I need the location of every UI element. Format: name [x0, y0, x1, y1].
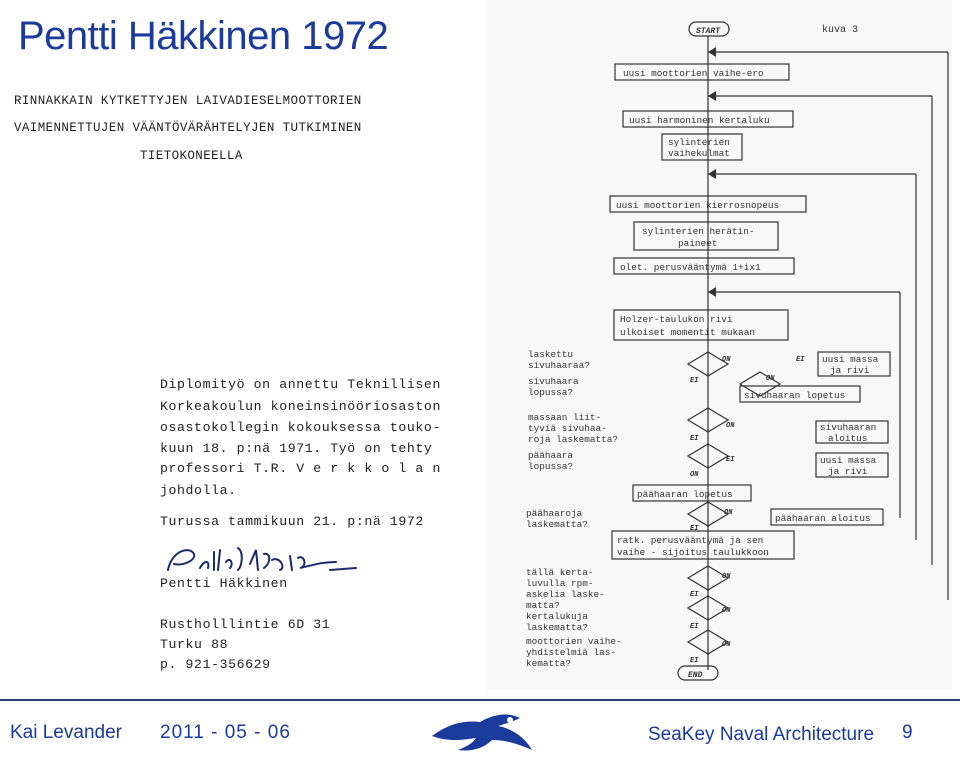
thesis-statement-line: kuun 18. p:nä 1971. Työ on tehty [160, 441, 433, 456]
thesis-statement-line: Korkeakoulun koneinsinööriosaston [160, 399, 441, 414]
question-text: lopussa? [528, 387, 574, 398]
question-text: matta? [526, 600, 560, 611]
thesis-statement-line: johdolla. [160, 483, 237, 498]
box-new-engine-phase: uusi moottorien vaihe-ero [623, 68, 764, 79]
box-new-mass: ja rivi [830, 365, 870, 376]
thesis-address-1: Rustholllintie 6D 31 [160, 617, 331, 632]
yes-label: ON [766, 375, 775, 383]
seakey-logo-icon [428, 706, 538, 760]
box-branch-start: aloitus [828, 433, 868, 444]
footer-date: 2011 - 05 - 06 [160, 722, 291, 743]
question-text: päähaara [528, 450, 574, 461]
thesis-place-date: Turussa tammikuun 21. p:nä 1972 [160, 514, 424, 529]
footer-company: SeaKey Naval Architecture [648, 724, 875, 745]
start-label: START [696, 27, 721, 36]
question-text: sivuhaara [528, 376, 579, 387]
thesis-phone: p. 921-356629 [160, 657, 271, 672]
box-solve-torque: vaihe - sijoitus taulukkoon [617, 547, 769, 558]
thesis-author: Pentti Häkkinen [160, 576, 288, 591]
no-label: EI [690, 435, 699, 443]
flowchart-scan [486, 0, 952, 690]
end-label: END [688, 671, 703, 680]
question-text: laskematta? [526, 519, 588, 530]
box-holzer-row: ulkoiset momentit mukaan [620, 327, 756, 338]
no-label: EI [726, 456, 735, 464]
box-cylinder-excitation: paineet [678, 238, 718, 249]
no-label: EI [690, 657, 699, 665]
yes-label: ON [690, 471, 699, 479]
yes-label: ON [722, 356, 731, 364]
thesis-header-line-1: RINNAKKAIN KYTKETTYJEN LAIVADIESELMOOTTORIEN [14, 94, 362, 108]
box-new-mass: uusi massa [822, 354, 879, 365]
no-label: EI [690, 525, 699, 533]
question-text: roja laskematta? [528, 434, 619, 445]
box-branch-start: sivuhaaran [820, 422, 877, 433]
no-label: EI [690, 623, 699, 631]
yes-label: ON [724, 509, 733, 517]
box-new-mass-row: ja rivi [828, 466, 868, 477]
thesis-header-line-2: VAIMENNETTUJEN VÄÄNTÖVÄRÄHTELYJEN TUTKIMINEN [14, 121, 362, 135]
question-text: laskematta? [526, 622, 588, 633]
box-new-mass-row: uusi massa [820, 455, 877, 466]
box-solve-torque: ratk. perusvääntymä ja sen [617, 535, 764, 546]
footer-author: Kai Levander [10, 722, 122, 743]
question-text: sivuhaaraa? [528, 360, 590, 371]
footer-rule [0, 699, 960, 701]
box-main-branch-end: päähaaran lopetus [637, 489, 733, 500]
box-cylinder-phase: sylinterien [668, 137, 730, 148]
question-text: luvulla rpm- [526, 578, 594, 589]
question-text: tyviä sivuhaa- [528, 423, 607, 434]
box-new-harmonic: uusi harmoninen kertaluku [629, 115, 770, 126]
question-text: massaan liit- [528, 412, 602, 423]
question-text: tällä kerta- [526, 567, 594, 578]
question-text: päähaaroja [526, 508, 583, 519]
question-text: yhdistelmiä las- [526, 647, 617, 658]
question-text: moottorien vaihe- [526, 636, 622, 647]
question-text: kertalukuja [526, 611, 588, 622]
box-holzer-row: Holzer-taulukon rivi [620, 314, 733, 325]
thesis-statement-line: osastokollegin kokouksessa touko- [160, 420, 441, 435]
slide-title: Pentti Häkkinen 1972 [18, 14, 389, 58]
figure-label: kuva 3 [822, 25, 859, 36]
question-text: lopussa? [528, 461, 574, 472]
yes-label: ON [726, 422, 735, 430]
box-assumed-torque: olet. perusvääntymä 1+ix1 [620, 262, 761, 273]
question-text: askelia laske- [526, 589, 605, 600]
thesis-header-line-3: TIETOKONEELLA [140, 149, 243, 163]
question-text: laskettu [528, 349, 574, 360]
no-label: EI [796, 356, 805, 364]
thesis-statement-line: Diplomityö on annettu Teknillisen [160, 377, 441, 392]
yes-label: ON [722, 607, 731, 615]
yes-label: ON [722, 573, 731, 581]
no-label: EI [690, 377, 699, 385]
no-label: EI [690, 591, 699, 599]
yes-label: ON [722, 641, 731, 649]
box-cylinder-excitation: sylinterien herätin- [642, 226, 755, 237]
thesis-statement-line: professori T.R. V e r k k o l a n [160, 461, 441, 476]
page-number: 9 [902, 722, 913, 743]
box-cylinder-phase: vaihekulmat [668, 148, 730, 159]
thesis-address-2: Turku 88 [160, 637, 229, 652]
box-new-engine-speed: uusi moottorien kierrosnopeus [616, 200, 780, 211]
box-branch-end: sivuhaaran lopetus [744, 390, 846, 401]
question-text: kematta? [526, 658, 572, 669]
flowchart-diagram [486, 0, 952, 690]
box-main-branch-start: päähaaran aloitus [775, 513, 871, 524]
